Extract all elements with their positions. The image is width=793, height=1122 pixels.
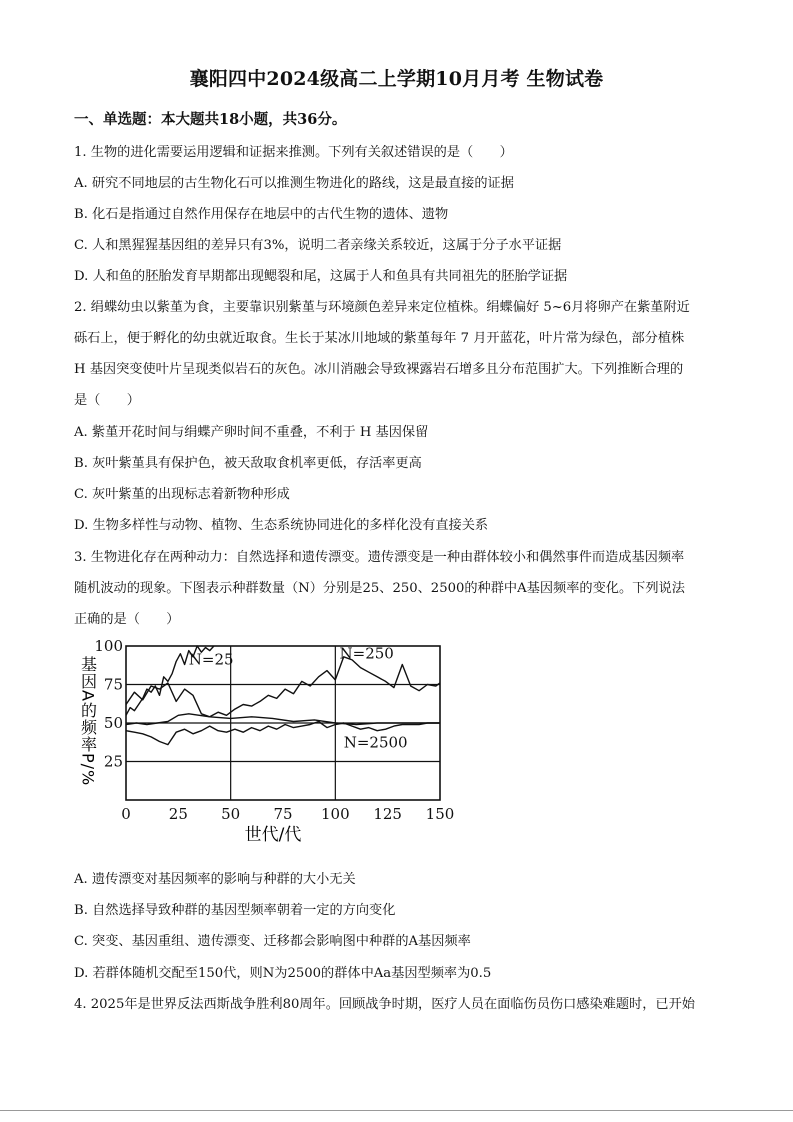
q3-option-a: A. 遗传漂变对基因频率的影响与种群的大小无关 bbox=[74, 872, 356, 887]
q2-option-d: D. 生物多样性与动物、植物、生态系统协同进化的多样化没有直接关系 bbox=[74, 518, 489, 533]
page-bottom-rule bbox=[0, 1110, 793, 1111]
q1-option-a: A. 研究不同地层的古生物化石可以推测生物进化的路线，这是最直接的证据 bbox=[74, 176, 514, 191]
q2-stem-line-2: 砾石上，便于孵化的幼虫就近取食。生长于某冰川地域的紫堇每年 7 月开蓝花，叶片常为绿色，部分植株 bbox=[74, 331, 685, 346]
q2-option-b: B. 灰叶紫堇具有保护色，被天敌取食机率更低，存活率更高 bbox=[74, 456, 422, 471]
x-tick-label: 0 bbox=[121, 805, 131, 823]
y-tick-label: 75 bbox=[103, 675, 123, 694]
x-tick-label: 50 bbox=[221, 805, 241, 823]
q1-option-b: B. 化石是指通过自然作用保存在地层中的古代生物的遗体、遗物 bbox=[74, 207, 449, 222]
gene-frequency-chart bbox=[72, 634, 472, 842]
x-tick-label: 25 bbox=[168, 805, 188, 823]
q3-stem-line-2: 随机波动的现象。下图表示种群数量（N）分别是25、250、2500的种群中A基因频率的变化。下列说法 bbox=[74, 581, 685, 596]
x-tick-label: 125 bbox=[373, 805, 402, 823]
q3-option-b: B. 自然选择导致种群的基因型频率朝着一定的方向变化 bbox=[74, 903, 396, 918]
chart-series-labels bbox=[189, 644, 408, 751]
y-tick-label: 100 bbox=[94, 637, 123, 655]
q1-stem: 1. 生物的进化需要运用逻辑和证据来推测。下列有关叙述错误的是（ ） bbox=[74, 145, 513, 160]
page-title: 襄阳四中2024级高二上学期10月月考 生物试卷 bbox=[189, 68, 604, 90]
q2-stem-line-4: 是（ ） bbox=[74, 393, 140, 408]
series-label-n-250: N=250 bbox=[339, 644, 394, 663]
chart-y-label: 基因A的频率P/% bbox=[78, 656, 98, 787]
q3-stem-line-1: 3. 生物进化存在两种动力：自然选择和遗传漂变。遗传漂变是一种由群体较小和偶然事件而造成基因频率 bbox=[74, 550, 685, 565]
chart-x-label: 世代/代 bbox=[244, 825, 302, 842]
y-tick-label: 25 bbox=[103, 752, 123, 771]
q2-option-c: C. 灰叶紫堇的出现标志着新物种形成 bbox=[74, 487, 290, 502]
x-tick-label: 100 bbox=[321, 805, 350, 823]
series-label-n-2500: N=2500 bbox=[343, 733, 408, 752]
y-tick-label: 50 bbox=[103, 714, 123, 732]
chart-ticks bbox=[94, 637, 454, 823]
q2-option-a: A. 紫堇开花时间与绢蝶产卵时间不重叠，不利于 H 基因保留 bbox=[74, 425, 429, 440]
q1-option-c: C. 人和黑猩猩基因组的差异只有3%，说明二者亲缘关系较近，这属于分子水平证据 bbox=[74, 238, 562, 253]
series-line-n-250 bbox=[126, 657, 440, 717]
section-heading: 一、单选题：本大题共18小题，共36分。 bbox=[74, 111, 347, 128]
x-tick-label: 75 bbox=[273, 805, 293, 823]
q3-stem-line-3: 正确的是（ ） bbox=[74, 612, 180, 627]
q3-option-d: D. 若群体随机交配至150代，则N为2500的群体中Aa基因型频率为0.5 bbox=[74, 966, 492, 981]
q4-stem-line-1: 4. 2025年是世界反法西斯战争胜利80周年。回顾战争时期，医疗人员在面临伤员伤口感染难题时，已开始 bbox=[74, 997, 695, 1012]
q2-stem-line-1: 2. 绢蝶幼虫以紫堇为食，主要靠识别紫堇与环境颜色差异来定位植株。绢蝶偏好 5~6月将卵产在紫堇附近 bbox=[74, 300, 690, 315]
q3-option-c: C. 突变、基因重组、遗传漂变、迁移都会影响图中种群的A基因频率 bbox=[74, 934, 471, 949]
series-label-n-25: N=25 bbox=[188, 650, 234, 669]
q2-stem-line-3: H 基因突变使叶片呈现类似岩石的灰色。冰川消融会导致裸露岩石增多且分布范围扩大。下列推断合理的 bbox=[74, 362, 684, 377]
q1-option-d: D. 人和鱼的胚胎发育早期都出现鳃裂和尾，这属于人和鱼具有共同祖先的胚胎学证据 bbox=[74, 269, 568, 284]
x-tick-label: 150 bbox=[425, 805, 455, 823]
